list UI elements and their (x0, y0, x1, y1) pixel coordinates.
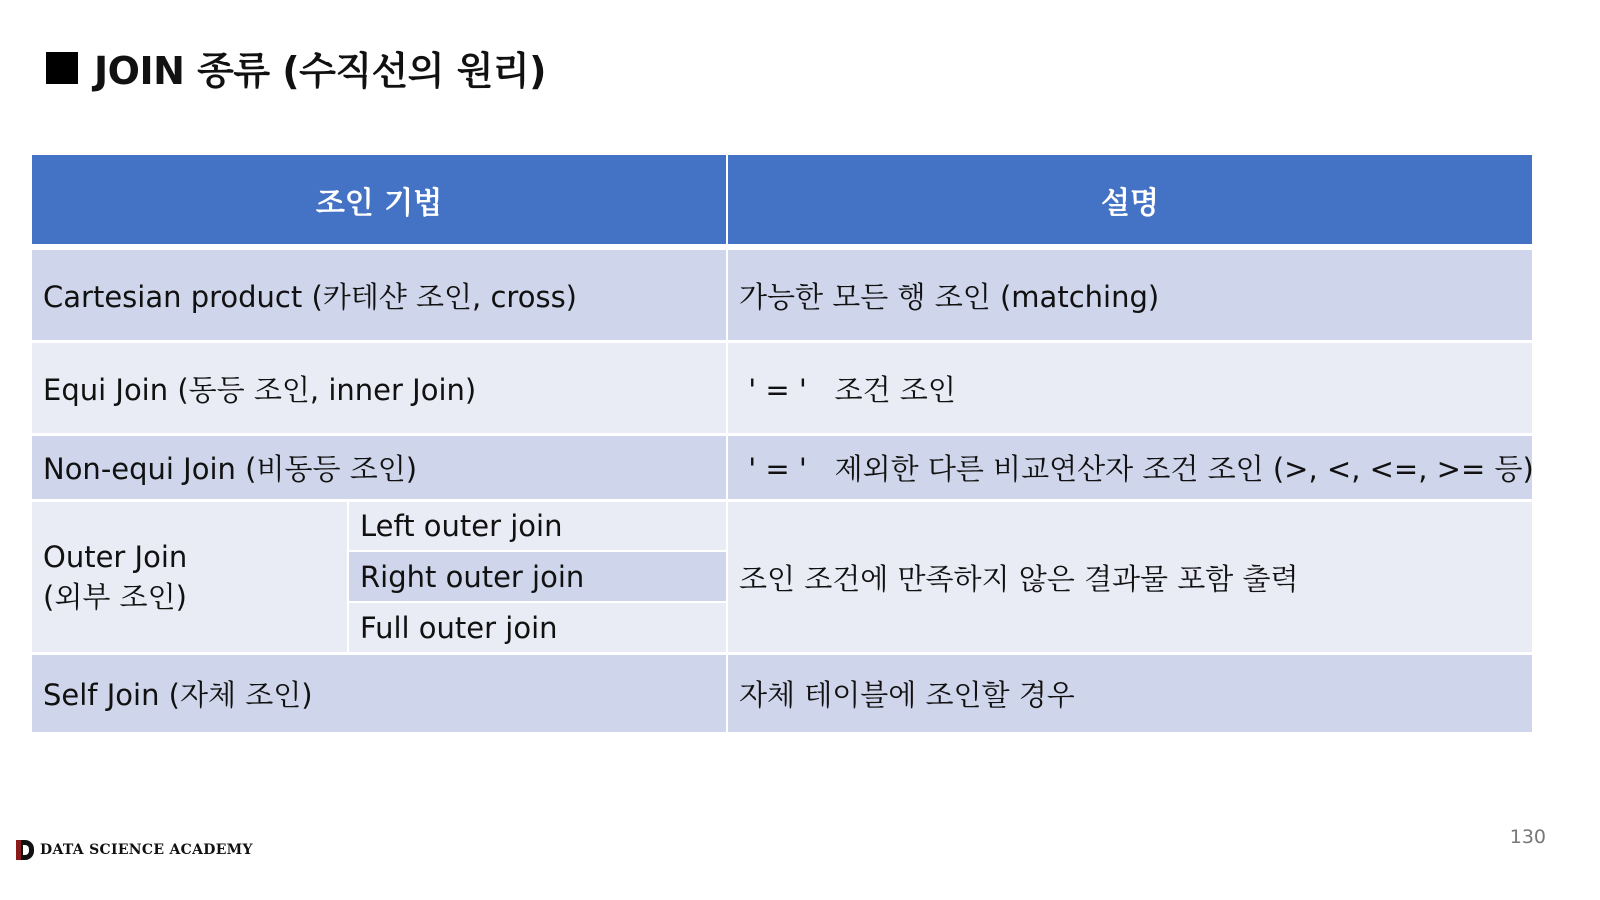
outer-join-technique-cell: Outer Join (외부 조인) (32, 499, 347, 652)
self-join-technique-cell: Self Join (자체 조인) (32, 652, 726, 732)
right-outer-join-cell: Right outer join (349, 550, 726, 601)
equi-join-description-cell: ' = ' 조건 조인 (728, 340, 1532, 433)
self-join-description-cell: 자체 테이블에 조인할 경우 (728, 652, 1532, 732)
outer-join-description-cell: 조인 조건에 만족하지 않은 결과물 포함 출력 (728, 499, 1532, 652)
square-bullet-icon (46, 52, 78, 84)
header-description: 설명 (728, 155, 1532, 247)
join-types-table (32, 155, 1534, 732)
logo-text: DATA SCIENCE ACADEMY (40, 842, 253, 858)
academy-logo (16, 840, 253, 860)
slide-title-text: JOIN 종류 (수직선의 원리) (94, 49, 546, 93)
non-equi-join-technique-cell: Non-equi Join (비동등 조인) (32, 433, 726, 499)
page-number: 130 (1509, 826, 1546, 848)
slide-title (46, 40, 546, 95)
cartesian-description-cell: 가능한 모든 행 조인 (matching) (728, 247, 1532, 340)
full-outer-join-cell: Full outer join (349, 601, 726, 652)
non-equi-join-description-cell: ' = ' 제외한 다른 비교연산자 조건 조인 (>, <, <=, >= 등) (728, 433, 1532, 499)
cartesian-technique-cell: Cartesian product (카테샨 조인, cross) (32, 247, 726, 340)
header-technique: 조인 기법 (32, 155, 726, 247)
logo-mark-icon (16, 840, 34, 860)
left-outer-join-cell: Left outer join (349, 499, 726, 550)
equi-join-technique-cell: Equi Join (동등 조인, inner Join) (32, 340, 726, 433)
